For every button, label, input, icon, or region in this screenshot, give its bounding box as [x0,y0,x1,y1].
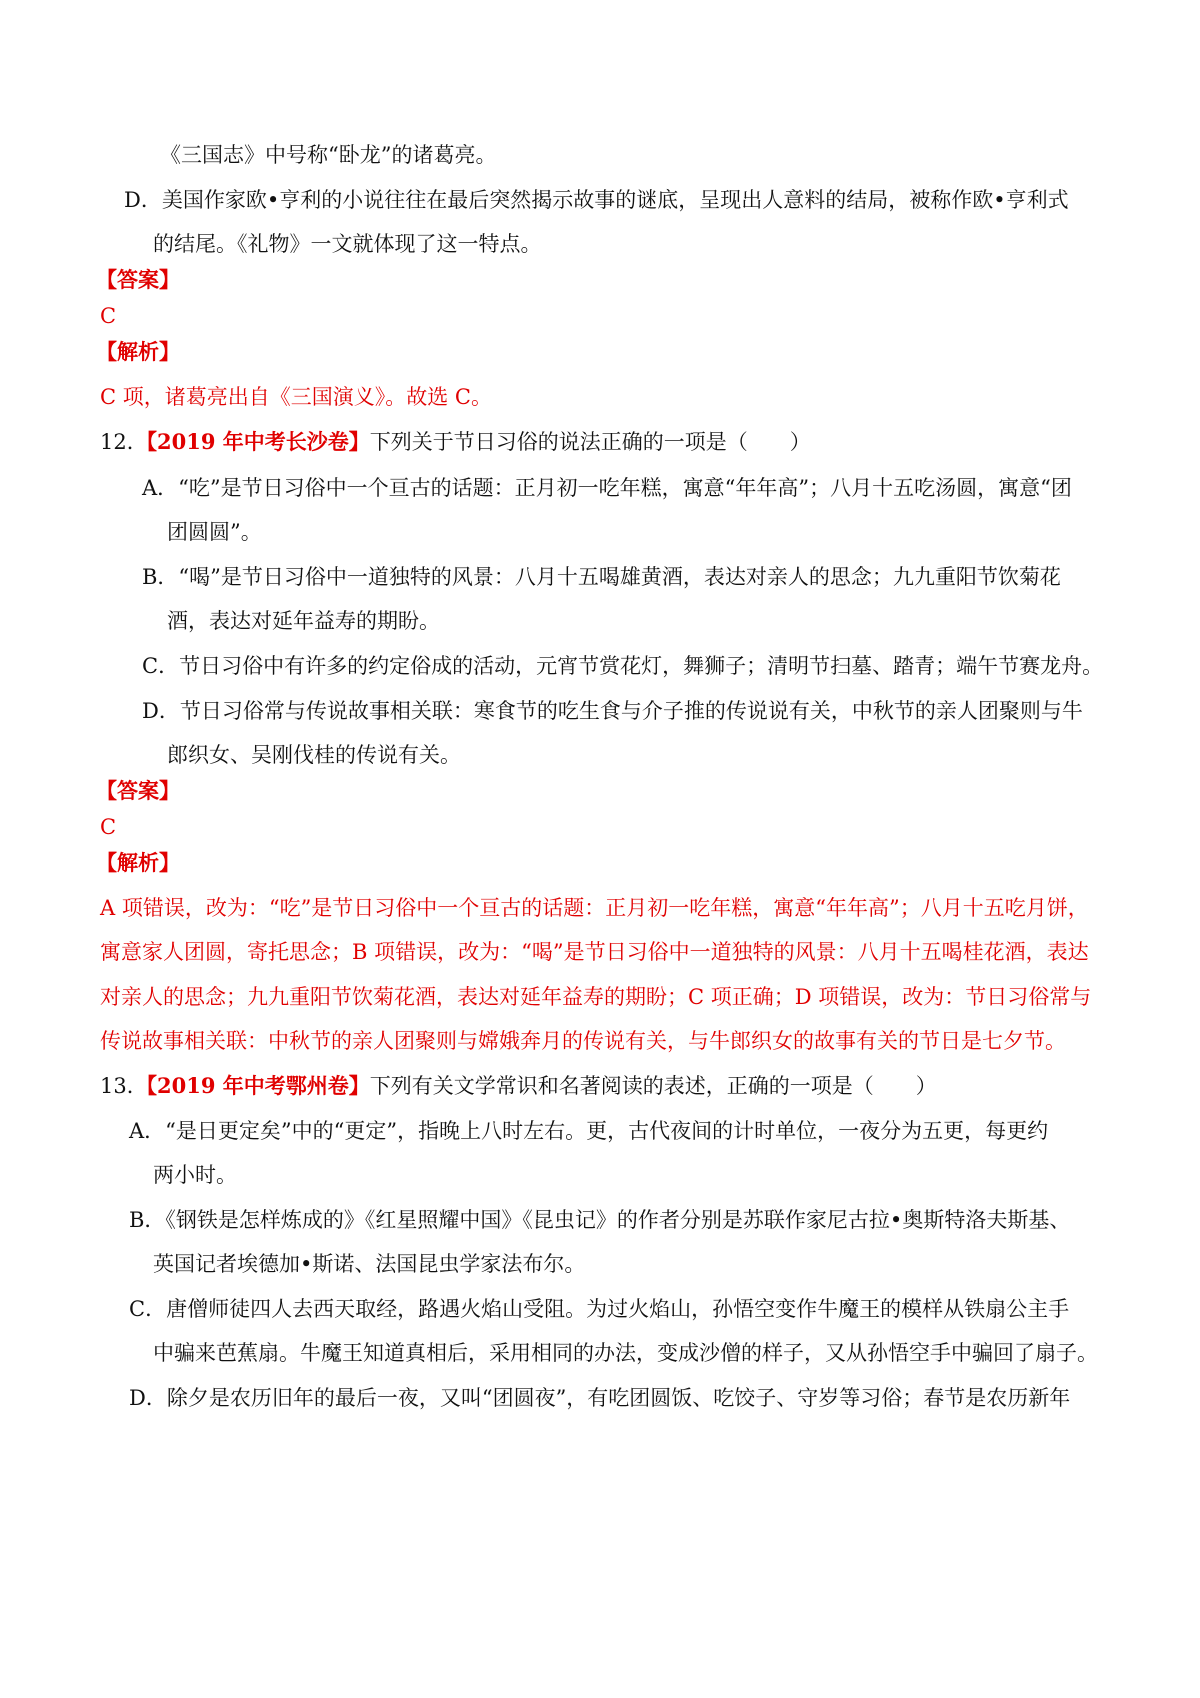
q13-header [100,1072,937,1100]
q12-analysis-line4: 传说故事相关联：中秋节的亲人团聚则与嫦娥奔月的传说有关，与牛郎织女的故事有关的节日是七夕节。 [100,1029,1066,1053]
q12-analysis-line3: 对亲人的思念；九九重阳节饮菊花酒，表达对延年益寿的期盼；C 项正确；D 项错误，改为：节日习俗常与 [100,985,1092,1009]
q11-option-c-tail: 《三国志》中号称“卧龙”的诸葛亮。 [160,143,497,167]
q12-source: 【2019 年中考长沙卷】 [136,429,370,454]
q13-option-a-line2: 两小时。 [153,1163,237,1187]
q12-option-d-line2: 郎织女、吴刚伐桂的传说有关。 [167,743,461,767]
q13-option-b-line1: B．《钢铁是怎样炼成的》《红星照耀中国》《昆虫记》的作者分别是苏联作家尼古拉•奥斯特洛夫斯基、 [129,1208,1071,1232]
q12-header [100,428,811,456]
q12-answer-label: 【答案】 [96,778,180,803]
q12-analysis-label: 【解析】 [96,850,180,875]
q12-analysis-line2: 寓意家人团圆，寄托思念；B 项错误，改为：“喝”是节日习俗中一道独特的风景：八月十五喝桂花酒，表达 [100,940,1089,964]
q12-option-b-line2: 酒，表达对延年益寿的期盼。 [167,609,440,633]
q11-answer: C [100,304,117,328]
q12-option-b-line1: B．“喝”是节日习俗中一道独特的风景：八月十五喝雄黄酒，表达对亲人的思念；九九重阳节饮菊花 [142,565,1061,589]
q13-source: 【2019 年中考鄂州卷】 [136,1073,370,1098]
q13-option-d-line1: D．除夕是农历旧年的最后一夜，又叫“团圆夜”，有吃团圆饭、吃饺子、守岁等习俗；春节是农历新年 [129,1386,1071,1410]
q11-analysis-label: 【解析】 [96,339,180,364]
q11-option-d-line1: D．美国作家欧•亨利的小说往往在最后突然揭示故事的谜底，呈现出人意料的结局，被称作欧•亨利式 [124,188,1069,212]
q12-analysis-line1: A 项错误，改为：“吃”是节日习俗中一个亘古的话题：正月初一吃年糕，寓意“年年高”；八月十五吃月饼， [100,896,1089,920]
q13-option-b-line2: 英国记者埃德加•斯诺、法国昆虫学家法布尔。 [153,1252,586,1276]
q12-answer: C [100,815,117,839]
q11-option-d-line2: 的结尾。《礼物》一文就体现了这一特点。 [153,232,542,256]
q12-option-a-line1: A．“吃”是节日习俗中一个亘古的话题：正月初一吃年糕，寓意“年年高”；八月十五吃汤圆，寓意“团 [142,476,1072,500]
q12-option-d-line1: D．节日习俗常与传说故事相关联：寒食节的吃生食与介子推的传说说有关，中秋节的亲人团聚则与牛 [142,699,1083,723]
q12-number: 12． [100,430,148,454]
q11-analysis: C 项，诸葛亮出自《三国演义》。故选 C。 [100,385,492,409]
q13-number: 13． [100,1074,148,1098]
q12-option-c: C．节日习俗中有许多的约定俗成的活动，元宵节赏花灯，舞狮子；清明节扫墓、踏青；端午节赛龙舟。 [142,654,1104,678]
q13-option-c-line1: C．唐僧师徒四人去西天取经，路遇火焰山受阻。为过火焰山，孙悟空变作牛魔王的模样从铁扇公主手 [129,1297,1070,1321]
q11-answer-label: 【答案】 [96,267,180,292]
q12-stem: 下列关于节日习俗的说法正确的一项是（ ） [369,430,811,454]
q13-option-c-line2: 中骗来芭蕉扇。牛魔王知道真相后，采用相同的办法，变成沙僧的样子，又从孙悟空手中骗回了扇子。 [153,1341,1098,1365]
q13-stem: 下列有关文学常识和名著阅读的表述，正确的一项是（ ） [369,1074,937,1098]
q13-option-a-line1: A．“是日更定矣”中的“更定”，指晚上八时左右。更，古代夜间的计时单位，一夜分为五更，每更约 [129,1119,1049,1143]
q12-option-a-line2: 团圆圆”。 [167,520,262,544]
